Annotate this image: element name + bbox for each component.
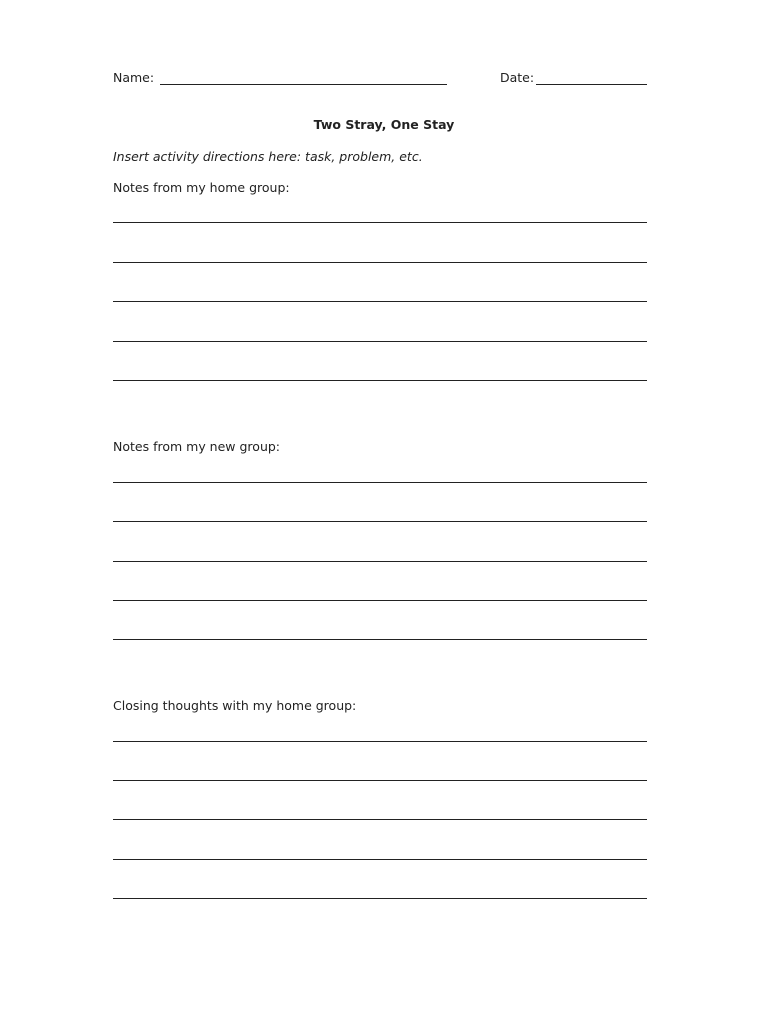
writing-line[interactable] [113,222,647,223]
writing-line[interactable] [113,780,647,781]
writing-line[interactable] [113,639,647,640]
writing-line[interactable] [113,898,647,899]
writing-line[interactable] [113,819,647,820]
activity-directions: Insert activity directions here: task, problem, etc. [113,149,423,164]
name-field[interactable] [160,84,447,85]
writing-line[interactable] [113,859,647,860]
writing-line[interactable] [113,521,647,522]
writing-line[interactable] [113,341,647,342]
writing-line[interactable] [113,301,647,302]
section-label-closing-thoughts: Closing thoughts with my home group: [113,698,357,713]
section-label-new-group: Notes from my new group: [113,439,281,454]
writing-line[interactable] [113,600,647,601]
writing-line[interactable] [113,380,647,381]
section-label-home-group: Notes from my home group: [113,180,290,195]
date-label: Date: [500,70,535,85]
writing-line[interactable] [113,262,647,263]
writing-line[interactable] [113,741,647,742]
header-row [113,70,647,88]
writing-line[interactable] [113,561,647,562]
date-field[interactable] [536,84,647,85]
writing-line[interactable] [113,482,647,483]
name-label: Name: [113,70,155,85]
worksheet-title: Two Stray, One Stay [313,117,455,132]
